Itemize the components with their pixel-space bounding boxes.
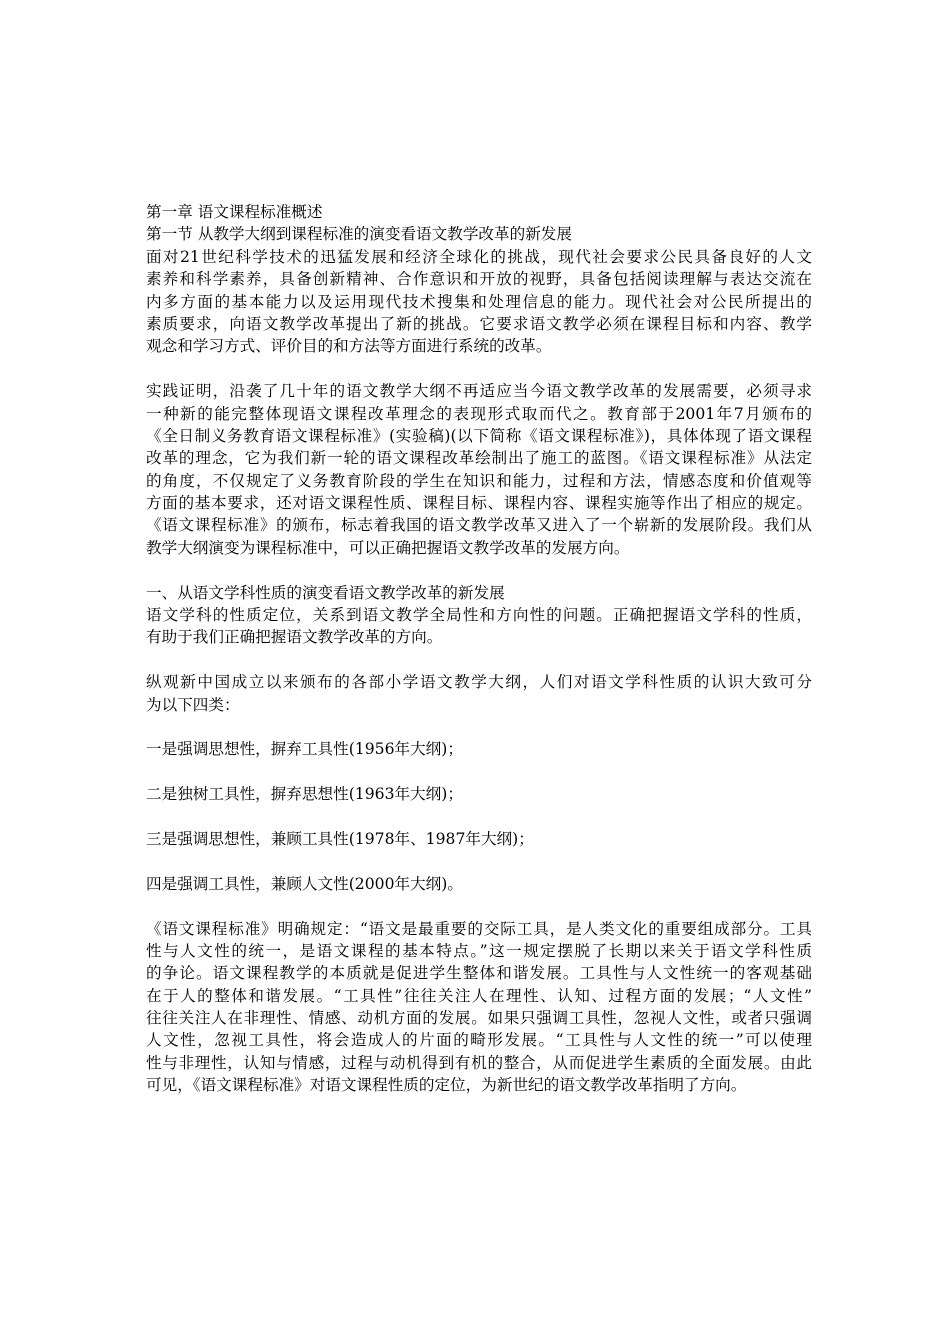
text-line: 面对21世纪科学技术的迅猛发展和经济全球化的挑战，现代社会要求公民具备良好的人文 [146, 247, 812, 266]
text-line: 的争论。语文课程教学的本质就是促进学生整体和谐发展。工具性与人文性统一的客观基础 [146, 964, 812, 983]
list-item: 三是强调思想性，兼顾工具性(1978年、1987年大纲)； [146, 829, 534, 848]
paragraph-spacer [146, 716, 812, 738]
list-item: 四是强调工具性，兼顾人文性(2000年大纲)。 [146, 874, 463, 893]
text-line: 《全日制义务教育语文课程标准》(实验稿)(以下简称《语文课程标准》)，具体体现了语文课程 [146, 426, 812, 445]
document-page [146, 201, 812, 1097]
text-line: 性与非理性，认知与情感，过程与动机得到有机的整合，从而促进学生素质的全面发展。由此 [146, 1053, 812, 1072]
text-line: 实践证明，沿袭了几十年的语文教学大纲不再适应当今语文教学改革的发展需要，必须寻求 [146, 382, 812, 401]
text-line: 为以下四类： [146, 695, 240, 714]
text-line: 教学大纲演变为课程标准中，可以正确把握语文教学改革的发展方向。 [146, 538, 630, 557]
list-item: 二是独树工具性，摒弃思想性(1963年大纲)； [146, 785, 463, 804]
subheading: 一、从语文学科性质的演变看语文教学改革的新发展 [146, 583, 505, 602]
section-title: 第一节 从教学大纲到课程标准的演变看语文教学改革的新发展 [146, 225, 572, 244]
text-line: 改革的理念，它为我们新一轮的语文课程改革绘制出了施工的蓝图。《语文课程标准》从法定 [146, 449, 812, 468]
paragraph-spacer [146, 358, 812, 380]
text-line: 有助于我们正确把握语文教学改革的方向。 [146, 628, 443, 647]
text-line: 方面的基本要求，还对语文课程性质、课程目标、课程内容、课程实施等作出了相应的规定。 [146, 494, 812, 513]
text-line: 性与人文性的统一，是语文课程的基本特点。”这一规定摆脱了长期以来关于语文学科性质 [146, 941, 812, 960]
text-line: 素质要求，向语文教学改革提出了新的挑战。它要求语文教学必须在课程目标和内容、教学 [146, 314, 812, 333]
paragraph-spacer [146, 806, 812, 828]
text-line: 纵观新中国成立以来颁布的各部小学语文教学大纲，人们对语文学科性质的认识大致可分 [146, 673, 812, 692]
list-item: 一是强调思想性，摒弃工具性(1956年大纲)； [146, 740, 463, 759]
paragraph-intro [146, 246, 812, 358]
paragraph-spacer [146, 895, 812, 917]
text-line: 一种新的能完整体现语文课程改革理念的表现形式取而代之。教育部于2001年7月颁布的 [146, 404, 812, 423]
text-line: 内多方面的基本能力以及运用现代技术搜集和处理信息的能力。现代社会对公民所提出的 [146, 292, 812, 311]
text-line: 观念和学习方式、评价目的和方法等方面进行系统的改革。 [146, 337, 552, 356]
text-line: 的角度，不仅规定了义务教育阶段的学生在知识和能力，过程和方法，情感态度和价值观等 [146, 471, 812, 490]
chapter-title: 第一章 语文课程标准概述 [146, 203, 323, 221]
text-line: 人文性，忽视工具性，将会造成人的片面的畸形发展。“工具性与人文性的统一”可以使理 [146, 1031, 812, 1050]
text-line: 在于人的整体和谐发展。“工具性”往往关注人在理性、认知、过程方面的发展；“人文性” [146, 986, 812, 1005]
text-line: 《语文课程标准》明确规定：“语文是最重要的交际工具，是人类文化的重要组成部分。工具 [146, 919, 812, 938]
paragraph-spacer [146, 850, 812, 872]
text-line: 可见，《语文课程标准》对语文课程性质的定位，为新世纪的语文教学改革指明了方向。 [146, 1076, 747, 1095]
text-line: 往往关注人在非理性、情感、动机方面的发展。如果只强调工具性，忽视人文性，或者只强调 [146, 1009, 812, 1028]
paragraph-practice [146, 380, 812, 559]
paragraph-nature [146, 604, 812, 649]
paragraph-overview [146, 671, 812, 716]
paragraph-standard [146, 918, 812, 1097]
paragraph-spacer [146, 761, 812, 783]
text-line: 语文学科的性质定位，关系到语文教学全局性和方向性的问题。正确把握语文学科的性质， [146, 606, 812, 625]
text-line: 《语文课程标准》的颁布，标志着我国的语文教学改革又进入了一个崭新的发展阶段。我们从 [146, 516, 812, 535]
paragraph-spacer [146, 559, 812, 581]
text-line: 素养和科学素养，具备创新精神、合作意识和开放的视野，具备包括阅读理解与表达交流在 [146, 270, 812, 289]
paragraph-spacer [146, 649, 812, 671]
